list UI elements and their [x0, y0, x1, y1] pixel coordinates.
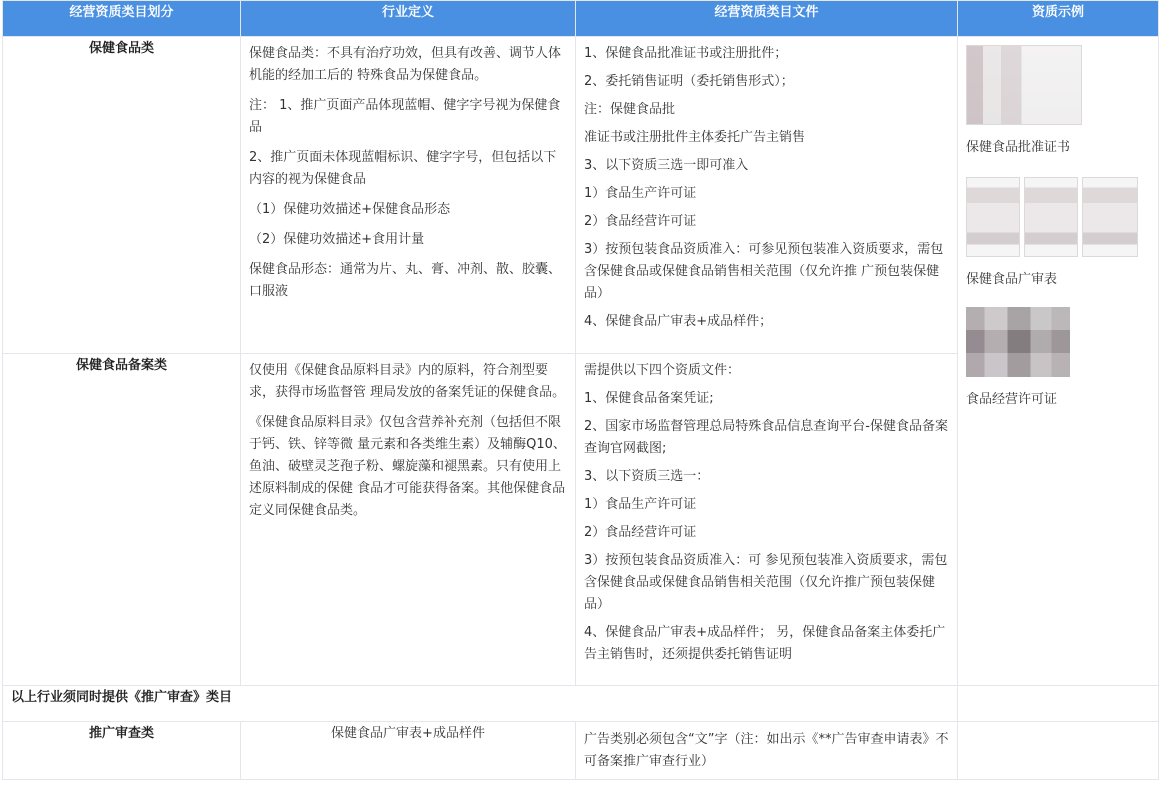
qualification-table — [2, 0, 1159, 780]
sample-caption: 食品经营许可证 — [966, 392, 1058, 407]
header-definition: 行业定义 — [241, 1, 576, 37]
header-category: 经营资质类目划分 — [3, 1, 241, 37]
blurred-license-image — [966, 307, 1070, 377]
definition-line: 保健食品类：不具有治疗功效，但具有改善、调节人体机能的经加工后的 特殊食品为保健食品。 — [249, 46, 562, 83]
promo-review-note: 以上行业须同时提供《推广审查》类目 — [3, 686, 958, 722]
sample-caption: 保健食品批准证书 — [966, 140, 1071, 155]
sample-caption: 保健食品广审表 — [966, 272, 1058, 287]
document-line: 1、保健食品批准证书或注册批件； — [584, 46, 788, 61]
blurred-form-image — [1082, 177, 1138, 257]
document-line: 需提供以下四个资质文件： — [584, 363, 741, 378]
table-row — [3, 37, 1159, 354]
document-line: 3）按预包装食品资质准入：可 参见预包装准入资质要求，需包 含保健食品或保健食品销售相关范围（仅允许推广预包装保健 品） — [584, 553, 948, 612]
blurred-form-image — [1024, 177, 1078, 257]
document-line: 2）食品经营许可证 — [584, 214, 697, 229]
table-row — [3, 686, 1159, 722]
category-promo-review: 推广审查类 — [3, 722, 241, 780]
empty-cell — [958, 686, 1159, 722]
definition-line: （1）保健功效描述+保健食品形态 — [249, 202, 451, 217]
documents-promo-review — [576, 722, 958, 780]
sample-images-form — [966, 177, 1152, 257]
document-line: 1、保健食品备案凭证; — [584, 391, 714, 406]
definition-health-food-filing — [241, 354, 576, 686]
definition-line: （2）保健功效描述+食用计量 — [249, 232, 425, 247]
definition-line: 2、推广页面未体现蓝帽标识、健字字号，但包括以下内容的视为保健食品 — [249, 150, 557, 187]
definition-line: 《保健食品原料目录》仅包含营养补充剂（包括但不限于钙、铁、锌等微 量元素和各类维生素）及辅酶Q10、 鱼油、破壁灵芝孢子粉、螺旋藻和褪黑素。只有使用上述原料制成的保健 食品才可能获得备案。其他保健食品 定义同保健食品类。 — [249, 415, 566, 518]
document-line: 1）食品生产许可证 — [584, 497, 697, 512]
definition-line: 保健食品形态：通常为片、丸、膏、冲剂、散、胶囊、口服液 — [249, 262, 562, 299]
samples-cell — [958, 37, 1159, 686]
header-documents: 经营资质类目文件 — [576, 1, 958, 37]
document-line: 2）食品经营许可证 — [584, 525, 697, 540]
definition-promo-review: 保健食品广审表+成品样件 — [241, 722, 576, 780]
blurred-certificate-image — [966, 45, 1082, 125]
document-line: 2、国家市场监督管理总局特殊食品信息查询平台-保健食品备案查询官网截图; — [584, 419, 948, 456]
document-line: 4、保健食品广审表+成品样件； 另，保健食品备案主体委托广告主销售时，还须提供委托销售证明 — [584, 625, 946, 662]
header-samples: 资质示例 — [958, 1, 1159, 37]
documents-health-food — [576, 37, 958, 354]
table-row — [3, 722, 1159, 780]
sample-images-license — [966, 307, 1152, 377]
definition-line: 仅使用《保健食品原料目录》内的原料，符合剂型要求，获得市场监督管 理局发放的备案凭证的保健食品。 — [249, 363, 566, 400]
empty-cell — [958, 722, 1159, 780]
definition-health-food — [241, 37, 576, 354]
document-line: 3）按预包装食品资质准入：可参见预包装准入资质要求，需包含保健食品或保健食品销售相关范围（仅允许推 广预包装保健品） — [584, 242, 944, 301]
document-line: 广告类别必须包含“文”字（注：如出示《**广告审查申请表》不可备案推广审查行业） — [584, 731, 949, 769]
blurred-form-image — [966, 177, 1020, 257]
document-line: 注：保健食品批 — [584, 102, 676, 117]
category-health-food-filing: 保健食品备案类 — [3, 354, 241, 686]
document-line: 3、以下资质三选一： — [584, 469, 710, 484]
definition-line: 注： 1、推广页面产品体现蓝帽、健字字号视为保健食品 — [249, 98, 561, 135]
sample-images-certificate — [966, 45, 1152, 125]
document-line: 3、以下资质三选一即可准入 — [584, 158, 749, 173]
category-health-food: 保健食品类 — [3, 37, 241, 354]
documents-health-food-filing — [576, 354, 958, 686]
document-line: 4、保健食品广审表+成品样件； — [584, 314, 773, 329]
document-line: 准证书或注册批件主体委托广告主销售 — [584, 130, 806, 145]
document-line: 2、委托销售证明（委托销售形式）； — [584, 74, 794, 89]
table-header-row — [3, 1, 1159, 37]
document-line: 1）食品生产许可证 — [584, 186, 697, 201]
